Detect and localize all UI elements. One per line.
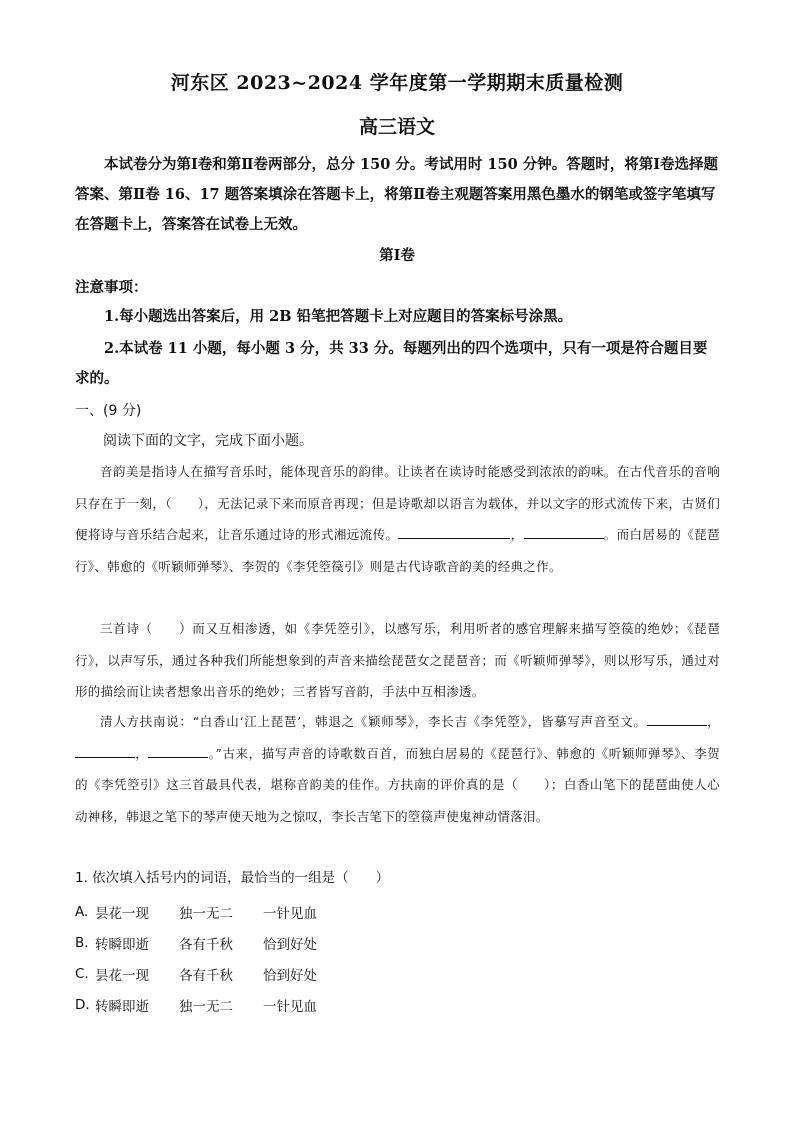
option-word: 恰到好处 <box>263 936 317 953</box>
option-letter: D. <box>75 996 90 1013</box>
notice-title: 注意事项： <box>75 279 148 296</box>
option-c[interactable] <box>75 958 715 989</box>
option-word: 独一无二 <box>179 998 233 1015</box>
option-word: 一针见血 <box>263 998 317 1015</box>
option-word: 各有千秋 <box>179 967 233 984</box>
question-stem: 1. 依次填入括号内的词语，最恰当的一组是（ ） <box>75 870 390 886</box>
option-word: 昙花一现 <box>95 905 149 922</box>
option-b[interactable] <box>75 927 715 958</box>
exam-subtitle: 高三语文 <box>358 116 435 138</box>
notice-item-2: 2.本试卷 11 小题，每小题 3 分，共 33 分。每题列出的四个选项中，只有一项是符合题目要求的。 <box>75 340 708 387</box>
punctuation: ， <box>510 527 524 542</box>
option-word: 独一无二 <box>179 905 233 922</box>
answer-options <box>75 896 715 1020</box>
reading-instruction: 阅读下面的文字，完成下面小题。 <box>103 433 313 449</box>
exam-instructions: 本试卷分为第Ⅰ卷和第Ⅱ卷两部分，总分 150 分。考试用时 150 分钟。答题时，将第Ⅰ卷选择题答案、第Ⅱ卷 16、17 题答案填涂在答题卡上，将第Ⅱ卷主观题答案用黑色墨水的钢笔或签字笔填写在答题卡上，答案答在试卷上无效。 <box>75 156 719 233</box>
passage-paragraph-3 <box>75 706 720 832</box>
option-word: 各有千秋 <box>179 936 233 953</box>
passage-text: 清人方扶南说：“白香山‘江上琵琶’，韩退之《颖师琴》，李长吉《李凭箜》，皆摹写声音至文。 <box>100 714 647 729</box>
option-word: 昙花一现 <box>95 967 149 984</box>
passage-text: 。”古来，描写声音的诗歌数百首，而独白居易的《琵琶行》、韩愈的《听颖师弹琴》、李贺的《李凭箜引》这三首最具代表，堪称音韵美的佳作。方扶南的评价真的是（ ）；白香山笔下的琵琶曲使人心动神移，韩退之笔下的琴声使天地为之惊叹，李长吉笔下的箜篌声使鬼神动情落泪。 <box>75 745 720 824</box>
option-word: 转瞬即逝 <box>95 998 149 1015</box>
exam-title: 河东区 2023~2024 学年度第一学期期末质量检测 <box>170 72 624 94</box>
option-word: 恰到好处 <box>263 967 317 984</box>
option-letter: A. <box>75 903 89 920</box>
option-a[interactable] <box>75 896 715 927</box>
passage-paragraph-1 <box>75 456 720 582</box>
fill-blank <box>148 743 208 758</box>
option-word: 一针见血 <box>263 905 317 922</box>
notice-item-1: 1.每小题选出答案后，用 2B 铅笔把答题卡上对应题目的答案标号涂黑。 <box>104 308 573 325</box>
punctuation: ， <box>706 714 720 729</box>
passage-text: 音韵美是指诗人在描写音乐时，能体现音乐的韵律。让读者在读诗时能感受到浓浓的韵味。在古代音乐的音响只存在于一刻，（ ），无法记录下来而原音再现；但是诗歌却以语言为载体，并以文字的形式流传下来，古贤们便将诗与音乐结合起来，让音乐通过诗的形式湘远流传。 <box>75 464 720 542</box>
passage-paragraph-2: 三首诗（ ）而又互相渗透，如《李凭箜引》，以感写乐，利用听者的感官理解来描写箜篌的绝妙；《琵琶行》，以声写乐，通过各种我们所能想象到的声音来描绘琵琶女之琵琶音；而《听颖师弹琴》，则以形写乐，通过对形的描绘而让读者想象出音乐的绝妙；三者皆写音韵，手法中互相渗透。 <box>75 621 720 699</box>
fill-blank <box>398 524 510 539</box>
passage-text: 。而白居易的《琵琶行》、韩愈的《听颖师弹琴》、李贺的《李凭箜篌引》则是古代诗歌音韵美的经典之作。 <box>75 527 720 574</box>
option-word: 转瞬即逝 <box>95 936 149 953</box>
option-d[interactable] <box>75 989 715 1020</box>
punctuation: ， <box>135 745 149 761</box>
fill-blank <box>524 524 604 539</box>
fill-blank <box>75 743 135 758</box>
fill-blank <box>647 711 707 726</box>
option-letter: C. <box>75 965 89 982</box>
section-heading: 第Ⅰ卷 <box>379 247 415 264</box>
option-letter: B. <box>75 934 89 951</box>
part-heading: 一、(9 分) <box>75 403 142 419</box>
